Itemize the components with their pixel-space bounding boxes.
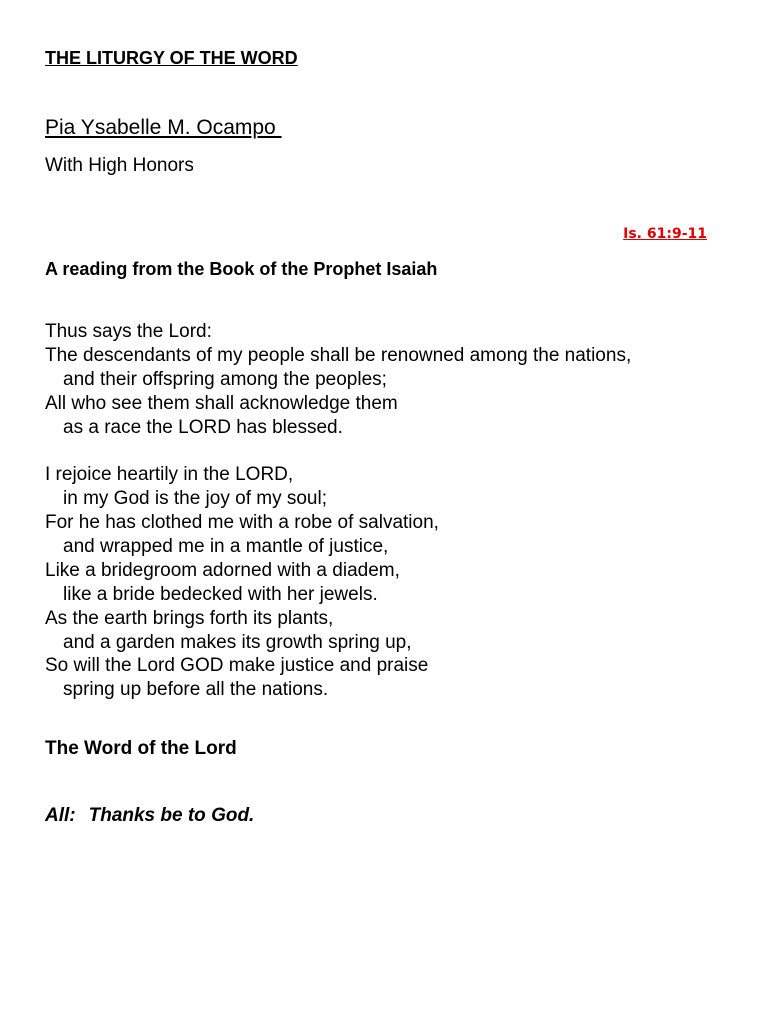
reader-honor: With High Honors [45, 155, 194, 176]
reading-line: Like a bridegroom adorned with a diadem, [45, 559, 400, 581]
reading-line: As the earth brings forth its plants, [45, 607, 334, 629]
document-title: THE LITURGY OF THE WORD [45, 48, 298, 68]
reading-line: Thus says the Lord: [45, 321, 212, 342]
stanza-break [45, 439, 735, 463]
reading-line: I rejoice heartily in the LORD, [45, 464, 294, 486]
reading-line: For he has clothed me with a robe of salvation, [45, 512, 439, 534]
assembly-response [45, 804, 254, 828]
response-text: Thanks be to God. [88, 805, 255, 826]
reading-line: The descendants of my people shall be renowned among the nations, [45, 344, 632, 366]
reading-line: as a race the LORD has blessed. [63, 416, 343, 438]
reading-line: and a garden makes its growth spring up, [63, 631, 412, 653]
reading-intro: A reading from the Book of the Prophet Isaiah [45, 259, 438, 279]
scripture-citation: Is. 61:9-11 [623, 226, 707, 242]
reading-line: spring up before all the nations. [63, 679, 329, 701]
response-label: All: [45, 805, 76, 826]
reading-line: So will the Lord GOD make justice and praise [45, 655, 429, 677]
reading-line: in my God is the joy of my soul; [63, 488, 327, 510]
reading-line: and their offspring among the peoples; [63, 368, 387, 390]
reading-body [45, 320, 735, 702]
reading-line: All who see them shall acknowledge them [45, 392, 398, 414]
reading-line: and wrapped me in a mantle of justice, [63, 536, 389, 558]
reading-closing: The Word of the Lord [45, 738, 237, 759]
reader-name: Pia Ysabelle M. Ocampo [45, 116, 282, 139]
reading-line: like a bride bedecked with her jewels. [63, 583, 378, 605]
